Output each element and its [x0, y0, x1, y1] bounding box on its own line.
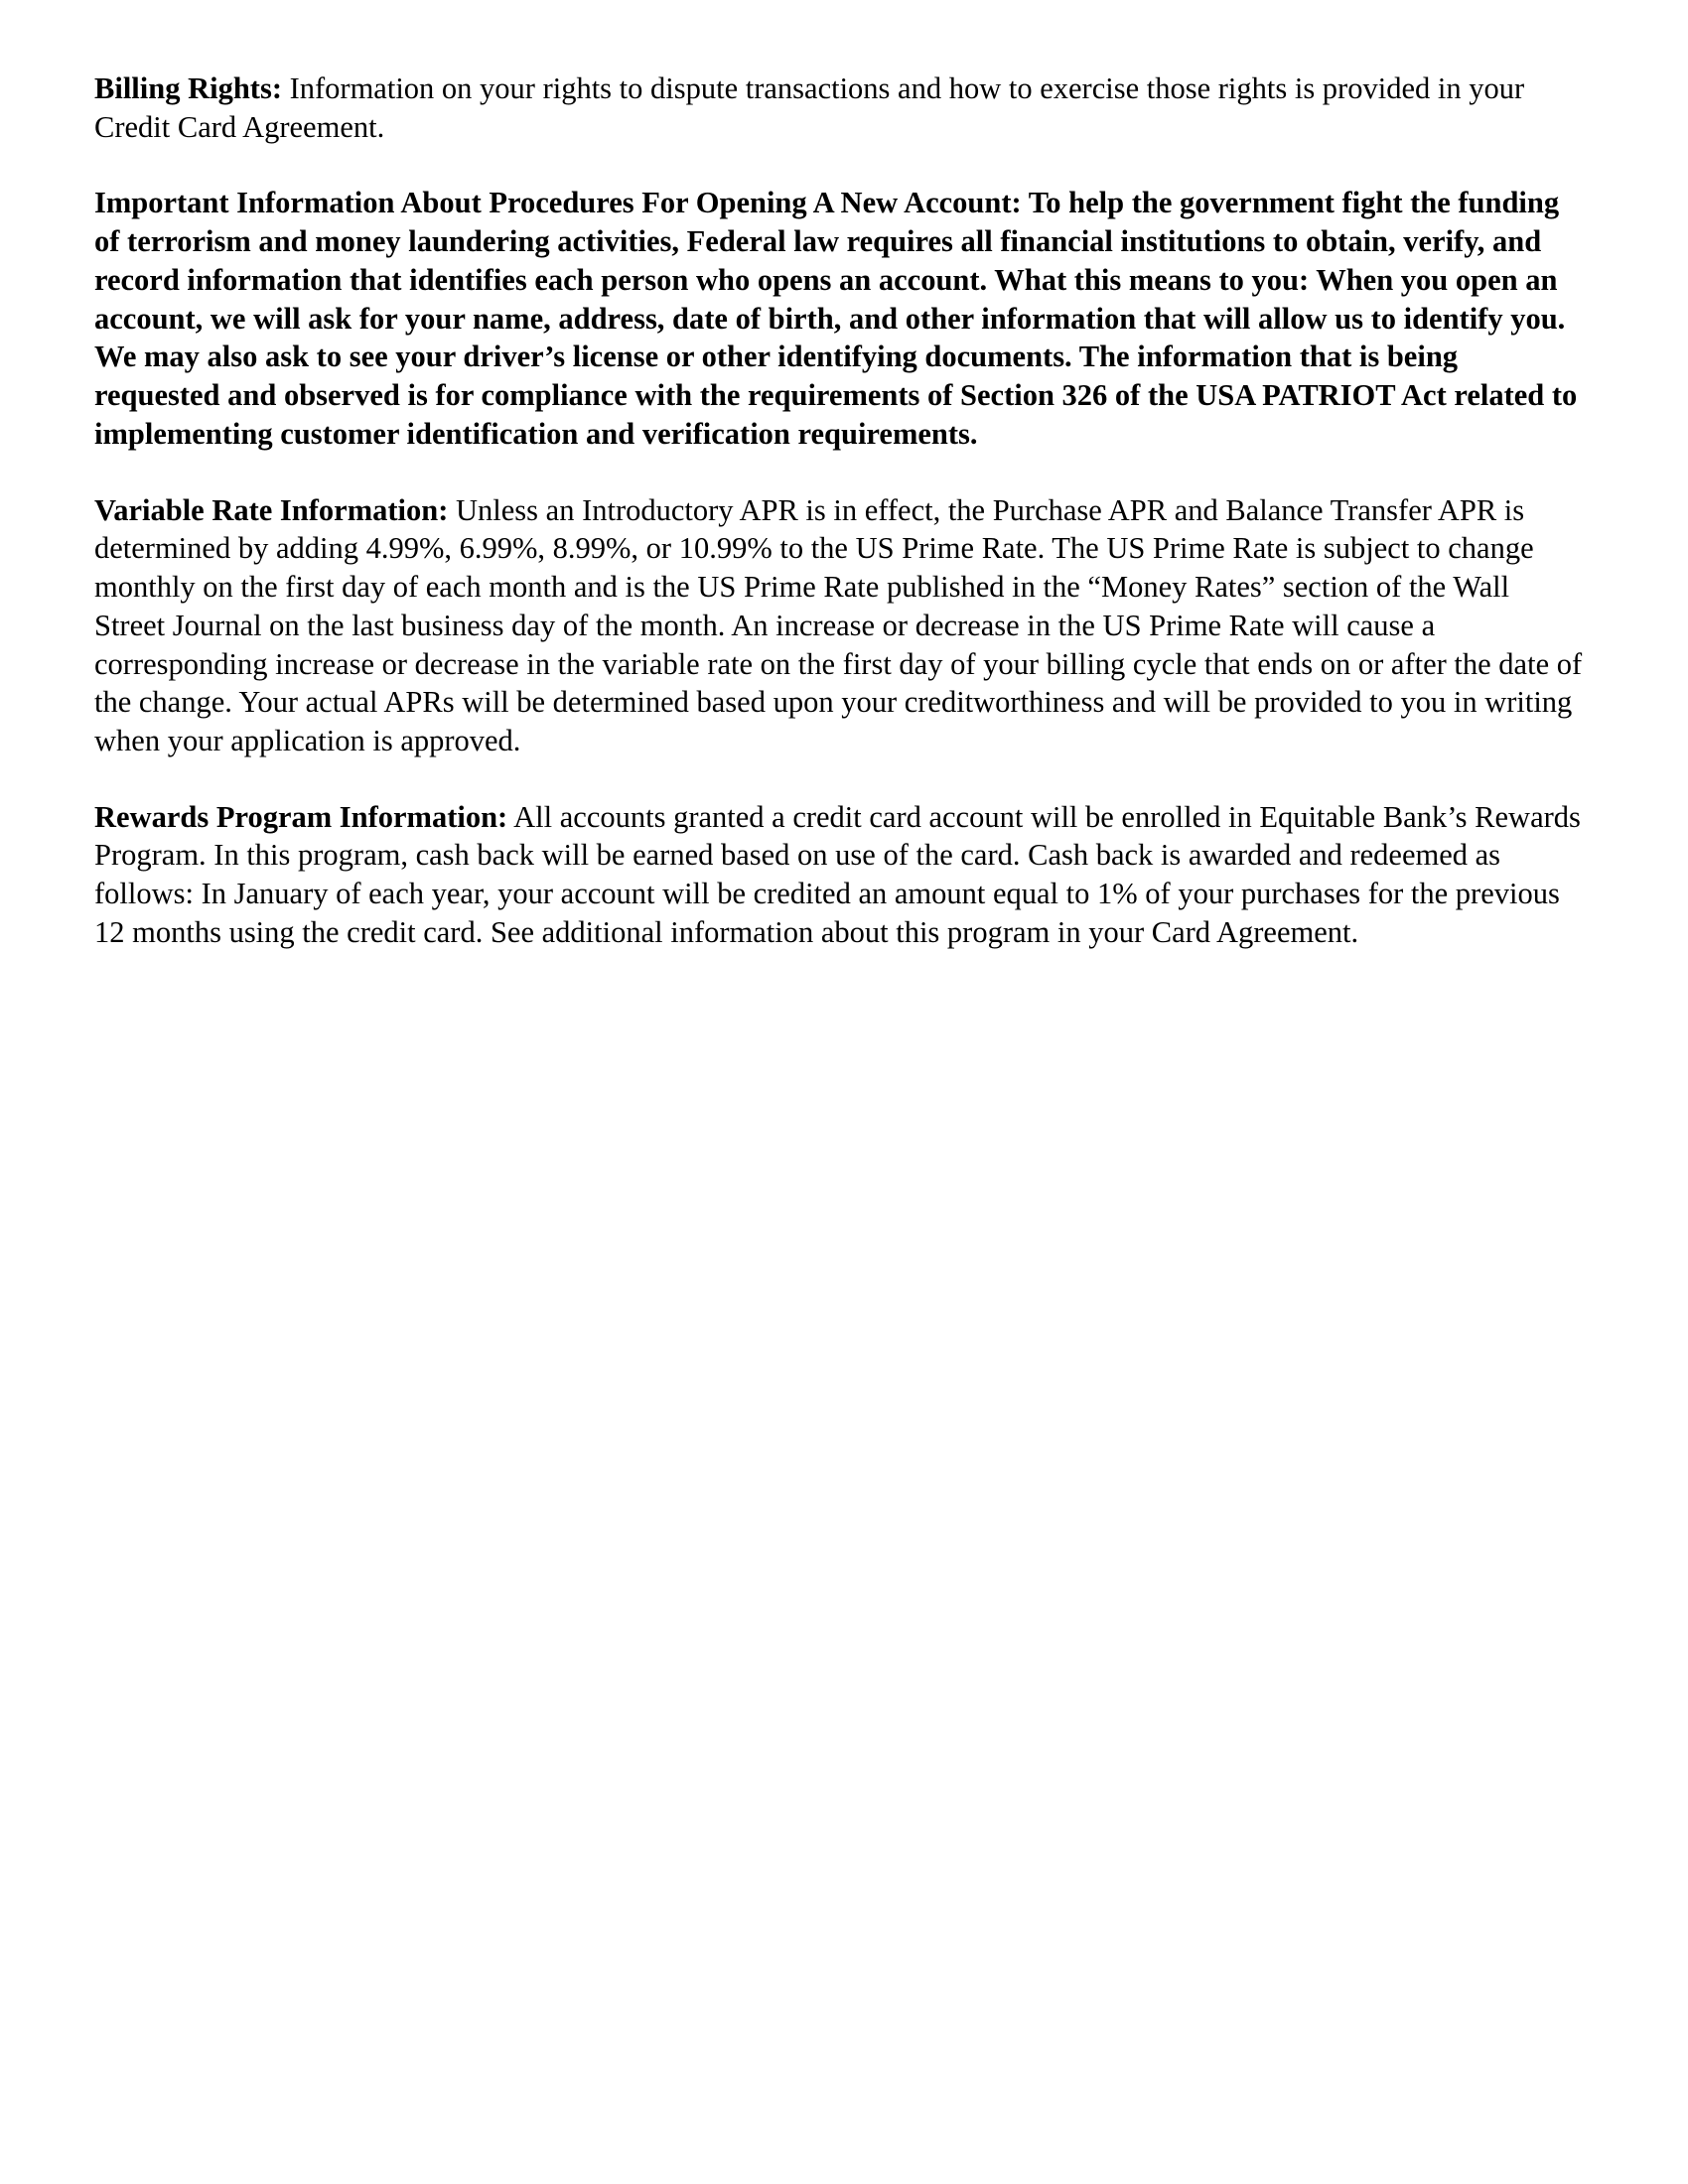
paragraph-billing-rights — [94, 69, 1584, 146]
paragraph-text: Unless an Introductory APR is in effect, the Purchase APR and Balance Transfer APR is determined by adding 4.99%, 6.99%, 8.99%, or 10.99% to the US Prime Rate. The US Prime Rate is subject to change monthly on the first day of each month and is the US Prime Rate published in the “Money Rates” section of the Wall Street Journal on the last business day of the month. An increase or decrease in the US Prime Rate will cause a corresponding increase or decrease in the variable rate on the first day of your billing cycle that ends on or after the date of the change. Your actual APRs will be determined based upon your creditworthiness and will be provided to you in writing when your application is approved. — [94, 492, 1583, 758]
paragraph-heading: Important Information About Procedures For Opening A New Account: — [94, 186, 1022, 220]
paragraph-variable-rate-information — [94, 491, 1584, 760]
paragraph-heading: Billing Rights: — [94, 71, 282, 105]
paragraph-text: To help the government fight the funding of terrorism and money laundering activities, Federal law requires all financial institutions to obtain, verify, and record information that identifies each person who opens an account. What this means to you: When you open an account, we will ask for your name, address, date of birth, and other information that will allow us to identify you. We may also ask to see your driver’s license or other identifying documents. The information that is being requested and observed is for compliance with the requirements of Section 326 of the USA PATRIOT Act related to implementing customer identification and verification requirements. — [94, 186, 1578, 451]
paragraph-heading: Rewards Program Information: — [94, 799, 508, 834]
paragraph-heading: Variable Rate Information: — [94, 492, 449, 527]
paragraph-rewards-program-information — [94, 798, 1584, 952]
paragraph-text: All accounts granted a credit card account will be enrolled in Equitable Bank’s Rewards Program. In this program, cash back will be earned based on use of the card. Cash back is awarded and redeemed as follows: In January of each year, your account will be credited an amount equal to 1% of your purchases for the previous 12 months using the credit card. See additional information about this program in your Card Agreement. — [94, 799, 1581, 949]
paragraph-text: Information on your rights to dispute transactions and how to exercise those rights is provided in your Credit Card Agreement. — [94, 71, 1525, 144]
paragraph-opening-new-account — [94, 184, 1584, 453]
document-body — [94, 69, 1584, 952]
